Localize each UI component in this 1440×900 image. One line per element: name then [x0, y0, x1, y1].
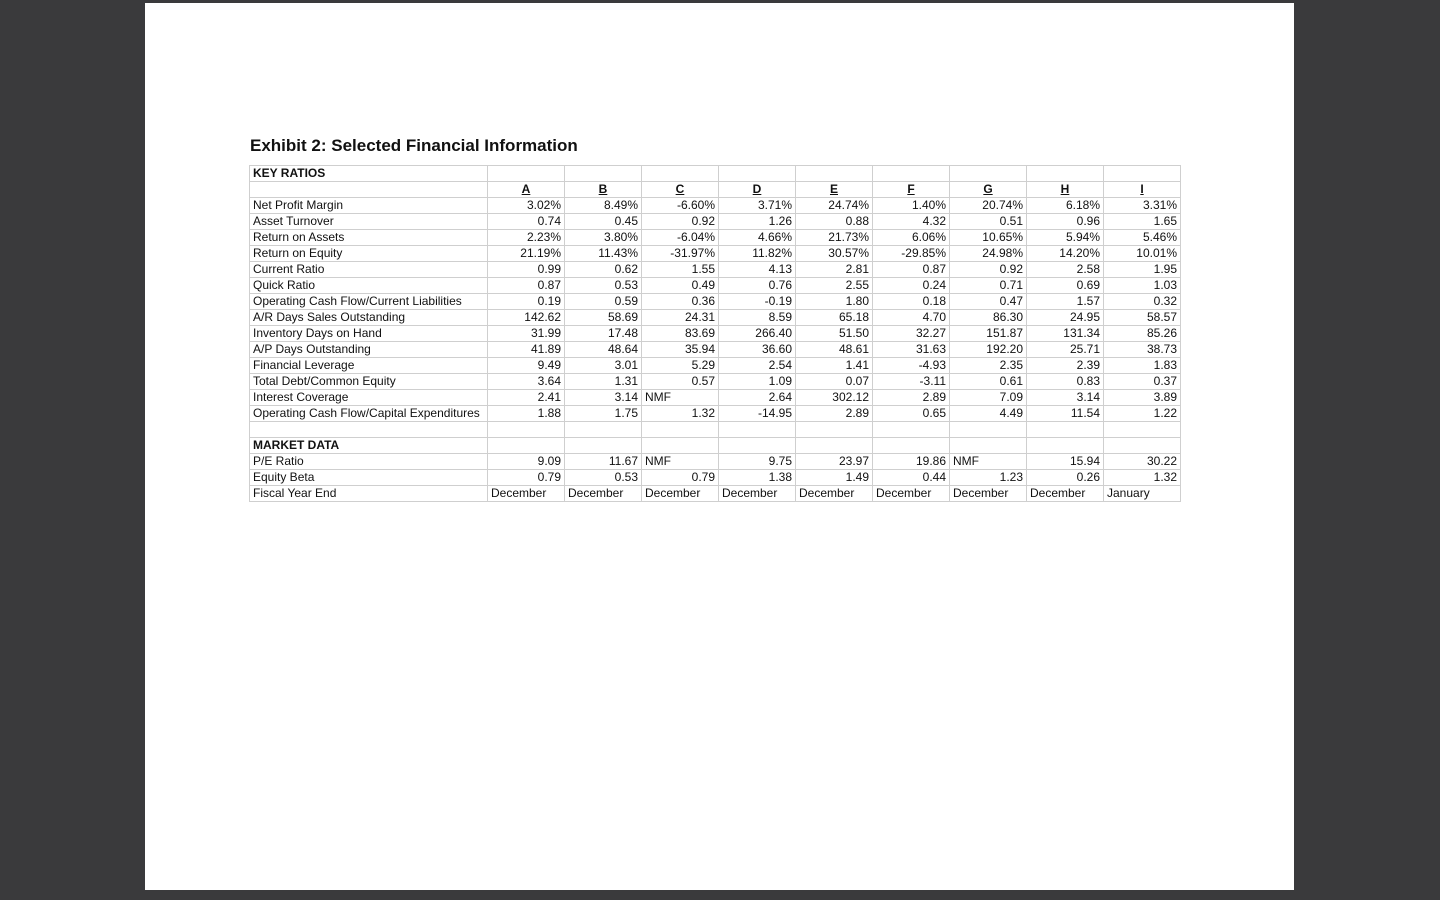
table-cell: 0.19	[488, 294, 565, 310]
table-cell: 2.54	[719, 358, 796, 374]
table-cell: 9.75	[719, 453, 796, 469]
company-header: H	[1027, 182, 1104, 198]
empty-cell	[565, 422, 642, 438]
empty-cell	[950, 422, 1027, 438]
table-cell: 2.81	[796, 262, 873, 278]
table-row	[250, 374, 1181, 390]
table-cell: 1.65	[1104, 214, 1181, 230]
company-header: E	[796, 182, 873, 198]
table-cell: 1.83	[1104, 358, 1181, 374]
table-cell: 1.75	[565, 406, 642, 422]
table-cell: 24.98%	[950, 246, 1027, 262]
table-cell: 3.14	[1027, 390, 1104, 406]
table-cell: 0.47	[950, 294, 1027, 310]
table-cell: 131.34	[1027, 326, 1104, 342]
row-label: Return on Equity	[250, 246, 488, 262]
table-cell: 0.83	[1027, 374, 1104, 390]
empty-cell	[873, 422, 950, 438]
table-cell: 58.57	[1104, 310, 1181, 326]
table-cell: December	[873, 485, 950, 501]
empty-cell	[719, 437, 796, 453]
table-cell: December	[796, 485, 873, 501]
table-row	[250, 390, 1181, 406]
exhibit-title: Exhibit 2: Selected Financial Information	[250, 136, 578, 155]
empty-cell	[488, 166, 565, 182]
table-cell: 0.74	[488, 214, 565, 230]
empty-cell	[1027, 437, 1104, 453]
row-label: Operating Cash Flow/Current Liabilities	[250, 294, 488, 310]
table-cell: 151.87	[950, 326, 1027, 342]
table-cell: 4.32	[873, 214, 950, 230]
empty-cell	[565, 437, 642, 453]
empty-cell	[1027, 422, 1104, 438]
row-label: Net Profit Margin	[250, 198, 488, 214]
key-ratios-header-row	[250, 166, 1181, 182]
table-cell: 0.76	[719, 278, 796, 294]
table-cell: 0.92	[950, 262, 1027, 278]
table-cell: 20.74%	[950, 198, 1027, 214]
table-cell: 2.89	[873, 390, 950, 406]
document-page	[145, 3, 1294, 890]
table-cell: 58.69	[565, 310, 642, 326]
empty-cell	[250, 182, 488, 198]
table-cell: -6.04%	[642, 230, 719, 246]
table-cell: 2.55	[796, 278, 873, 294]
table-cell: NMF	[642, 390, 719, 406]
row-label: A/R Days Sales Outstanding	[250, 310, 488, 326]
table-cell: 8.49%	[565, 198, 642, 214]
table-cell: 4.66%	[719, 230, 796, 246]
company-header: D	[719, 182, 796, 198]
table-cell: 3.31%	[1104, 198, 1181, 214]
table-cell: 5.94%	[1027, 230, 1104, 246]
table-cell: 85.26	[1104, 326, 1181, 342]
table-row	[250, 278, 1181, 294]
table-cell: December	[719, 485, 796, 501]
table-cell: 0.65	[873, 406, 950, 422]
table-cell: 2.35	[950, 358, 1027, 374]
table-row	[250, 262, 1181, 278]
table-cell: 11.54	[1027, 406, 1104, 422]
table-cell: 65.18	[796, 310, 873, 326]
market-data-header-row	[250, 437, 1181, 453]
table-cell: 0.32	[1104, 294, 1181, 310]
row-label: Fiscal Year End	[250, 485, 488, 501]
row-label: Financial Leverage	[250, 358, 488, 374]
table-cell: 1.57	[1027, 294, 1104, 310]
table-row	[250, 310, 1181, 326]
table-cell: 24.95	[1027, 310, 1104, 326]
row-label: Operating Cash Flow/Capital Expenditures	[250, 406, 488, 422]
spacer-row	[250, 422, 1181, 438]
table-cell: NMF	[950, 453, 1027, 469]
table-cell: -3.11	[873, 374, 950, 390]
table-cell: 30.57%	[796, 246, 873, 262]
table-cell: 0.57	[642, 374, 719, 390]
table-cell: 1.95	[1104, 262, 1181, 278]
table-cell: 1.32	[1104, 469, 1181, 485]
empty-cell	[250, 422, 488, 438]
table-cell: 1.22	[1104, 406, 1181, 422]
table-row	[250, 406, 1181, 422]
table-row	[250, 326, 1181, 342]
empty-cell	[488, 437, 565, 453]
table-cell: 86.30	[950, 310, 1027, 326]
row-label: Quick Ratio	[250, 278, 488, 294]
table-cell: 0.45	[565, 214, 642, 230]
table-cell: 0.49	[642, 278, 719, 294]
table-cell: 36.60	[719, 342, 796, 358]
empty-cell	[950, 437, 1027, 453]
table-cell: 1.32	[642, 406, 719, 422]
empty-cell	[1104, 166, 1181, 182]
table-cell: 3.02%	[488, 198, 565, 214]
table-cell: 0.53	[565, 278, 642, 294]
table-cell: 1.23	[950, 469, 1027, 485]
table-cell: 0.79	[488, 469, 565, 485]
table-row	[250, 469, 1181, 485]
row-label: A/P Days Outstanding	[250, 342, 488, 358]
table-cell: 0.24	[873, 278, 950, 294]
empty-cell	[642, 422, 719, 438]
table-cell: 0.61	[950, 374, 1027, 390]
table-cell: 10.01%	[1104, 246, 1181, 262]
table-cell: 11.82%	[719, 246, 796, 262]
table-cell: 3.01	[565, 358, 642, 374]
table-cell: 41.89	[488, 342, 565, 358]
table-cell: -29.85%	[873, 246, 950, 262]
table-cell: 0.26	[1027, 469, 1104, 485]
table-cell: 38.73	[1104, 342, 1181, 358]
table-cell: 9.49	[488, 358, 565, 374]
table-row	[250, 230, 1181, 246]
table-cell: 24.31	[642, 310, 719, 326]
table-cell: 1.49	[796, 469, 873, 485]
table-cell: 6.06%	[873, 230, 950, 246]
table-cell: 0.79	[642, 469, 719, 485]
table-row	[250, 453, 1181, 469]
table-cell: 3.89	[1104, 390, 1181, 406]
table-row	[250, 246, 1181, 262]
table-cell: 4.13	[719, 262, 796, 278]
table-cell: 0.53	[565, 469, 642, 485]
section-title-key-ratios: KEY RATIOS	[250, 166, 488, 182]
table-cell: 2.64	[719, 390, 796, 406]
table-cell: -4.93	[873, 358, 950, 374]
empty-cell	[642, 437, 719, 453]
table-cell: 31.99	[488, 326, 565, 342]
table-cell: 1.88	[488, 406, 565, 422]
table-cell: 31.63	[873, 342, 950, 358]
empty-cell	[1027, 166, 1104, 182]
empty-cell	[796, 437, 873, 453]
empty-cell	[950, 166, 1027, 182]
table-cell: 0.99	[488, 262, 565, 278]
empty-cell	[796, 422, 873, 438]
table-row	[250, 358, 1181, 374]
row-label: Asset Turnover	[250, 214, 488, 230]
table-cell: 3.80%	[565, 230, 642, 246]
table-cell: 23.97	[796, 453, 873, 469]
table-cell: 2.58	[1027, 262, 1104, 278]
table-cell: 0.96	[1027, 214, 1104, 230]
table-cell: January	[1104, 485, 1181, 501]
financial-table	[249, 165, 1181, 502]
table-cell: 35.94	[642, 342, 719, 358]
table-cell: 48.61	[796, 342, 873, 358]
table-cell: 11.67	[565, 453, 642, 469]
empty-cell	[873, 437, 950, 453]
company-header-row	[250, 182, 1181, 198]
table-cell: 24.74%	[796, 198, 873, 214]
table-cell: -0.19	[719, 294, 796, 310]
company-header: I	[1104, 182, 1181, 198]
table-cell: 14.20%	[1027, 246, 1104, 262]
table-cell: 5.29	[642, 358, 719, 374]
row-label: Return on Assets	[250, 230, 488, 246]
table-cell: 1.38	[719, 469, 796, 485]
table-cell: 11.43%	[565, 246, 642, 262]
table-cell: December	[488, 485, 565, 501]
table-cell: 0.87	[488, 278, 565, 294]
table-cell: NMF	[642, 453, 719, 469]
table-cell: 1.40%	[873, 198, 950, 214]
table-cell: 2.39	[1027, 358, 1104, 374]
table-cell: 0.88	[796, 214, 873, 230]
table-cell: 19.86	[873, 453, 950, 469]
table-cell: 192.20	[950, 342, 1027, 358]
table-cell: 142.62	[488, 310, 565, 326]
table-cell: 21.73%	[796, 230, 873, 246]
table-cell: 17.48	[565, 326, 642, 342]
table-cell: 0.07	[796, 374, 873, 390]
company-header: F	[873, 182, 950, 198]
table-cell: 1.41	[796, 358, 873, 374]
empty-cell	[642, 166, 719, 182]
empty-cell	[873, 166, 950, 182]
table-cell: 3.71%	[719, 198, 796, 214]
financial-table-body	[250, 166, 1181, 502]
table-cell: 302.12	[796, 390, 873, 406]
table-row	[250, 198, 1181, 214]
table-cell: 5.46%	[1104, 230, 1181, 246]
table-cell: December	[950, 485, 1027, 501]
empty-cell	[719, 422, 796, 438]
row-label: Total Debt/Common Equity	[250, 374, 488, 390]
table-cell: 1.80	[796, 294, 873, 310]
company-header: B	[565, 182, 642, 198]
empty-cell	[796, 166, 873, 182]
table-cell: 0.36	[642, 294, 719, 310]
table-cell: 6.18%	[1027, 198, 1104, 214]
table-cell: 7.09	[950, 390, 1027, 406]
company-header: A	[488, 182, 565, 198]
row-label: Inventory Days on Hand	[250, 326, 488, 342]
row-label: Equity Beta	[250, 469, 488, 485]
table-cell: 10.65%	[950, 230, 1027, 246]
table-cell: 0.71	[950, 278, 1027, 294]
table-cell: December	[642, 485, 719, 501]
table-cell: 2.41	[488, 390, 565, 406]
table-cell: 0.37	[1104, 374, 1181, 390]
table-cell: 48.64	[565, 342, 642, 358]
table-cell: 0.69	[1027, 278, 1104, 294]
company-header: G	[950, 182, 1027, 198]
table-cell: 51.50	[796, 326, 873, 342]
table-row	[250, 294, 1181, 310]
empty-cell	[488, 422, 565, 438]
table-cell: 2.23%	[488, 230, 565, 246]
table-cell: 1.26	[719, 214, 796, 230]
table-cell: 4.70	[873, 310, 950, 326]
table-cell: 266.40	[719, 326, 796, 342]
table-cell: 32.27	[873, 326, 950, 342]
table-cell: December	[1027, 485, 1104, 501]
table-cell: 8.59	[719, 310, 796, 326]
table-cell: -6.60%	[642, 198, 719, 214]
empty-cell	[1104, 422, 1181, 438]
table-cell: -14.95	[719, 406, 796, 422]
section-title-market-data: MARKET DATA	[250, 437, 488, 453]
table-cell: 3.14	[565, 390, 642, 406]
table-cell: 2.89	[796, 406, 873, 422]
table-cell: December	[565, 485, 642, 501]
table-cell: -31.97%	[642, 246, 719, 262]
table-cell: 3.64	[488, 374, 565, 390]
empty-cell	[565, 166, 642, 182]
table-cell: 0.87	[873, 262, 950, 278]
table-cell: 0.51	[950, 214, 1027, 230]
table-cell: 4.49	[950, 406, 1027, 422]
company-header: C	[642, 182, 719, 198]
table-cell: 0.18	[873, 294, 950, 310]
table-row	[250, 342, 1181, 358]
table-cell: 0.62	[565, 262, 642, 278]
table-cell: 1.55	[642, 262, 719, 278]
row-label: Interest Coverage	[250, 390, 488, 406]
table-cell: 9.09	[488, 453, 565, 469]
empty-cell	[719, 166, 796, 182]
table-cell: 25.71	[1027, 342, 1104, 358]
table-cell: 30.22	[1104, 453, 1181, 469]
table-cell: 21.19%	[488, 246, 565, 262]
table-cell: 0.44	[873, 469, 950, 485]
table-row	[250, 214, 1181, 230]
table-cell: 1.03	[1104, 278, 1181, 294]
row-label: P/E Ratio	[250, 453, 488, 469]
table-cell: 1.31	[565, 374, 642, 390]
table-cell: 0.59	[565, 294, 642, 310]
table-cell: 83.69	[642, 326, 719, 342]
empty-cell	[1104, 437, 1181, 453]
table-row	[250, 485, 1181, 501]
row-label: Current Ratio	[250, 262, 488, 278]
table-cell: 1.09	[719, 374, 796, 390]
table-cell: 15.94	[1027, 453, 1104, 469]
table-cell: 0.92	[642, 214, 719, 230]
